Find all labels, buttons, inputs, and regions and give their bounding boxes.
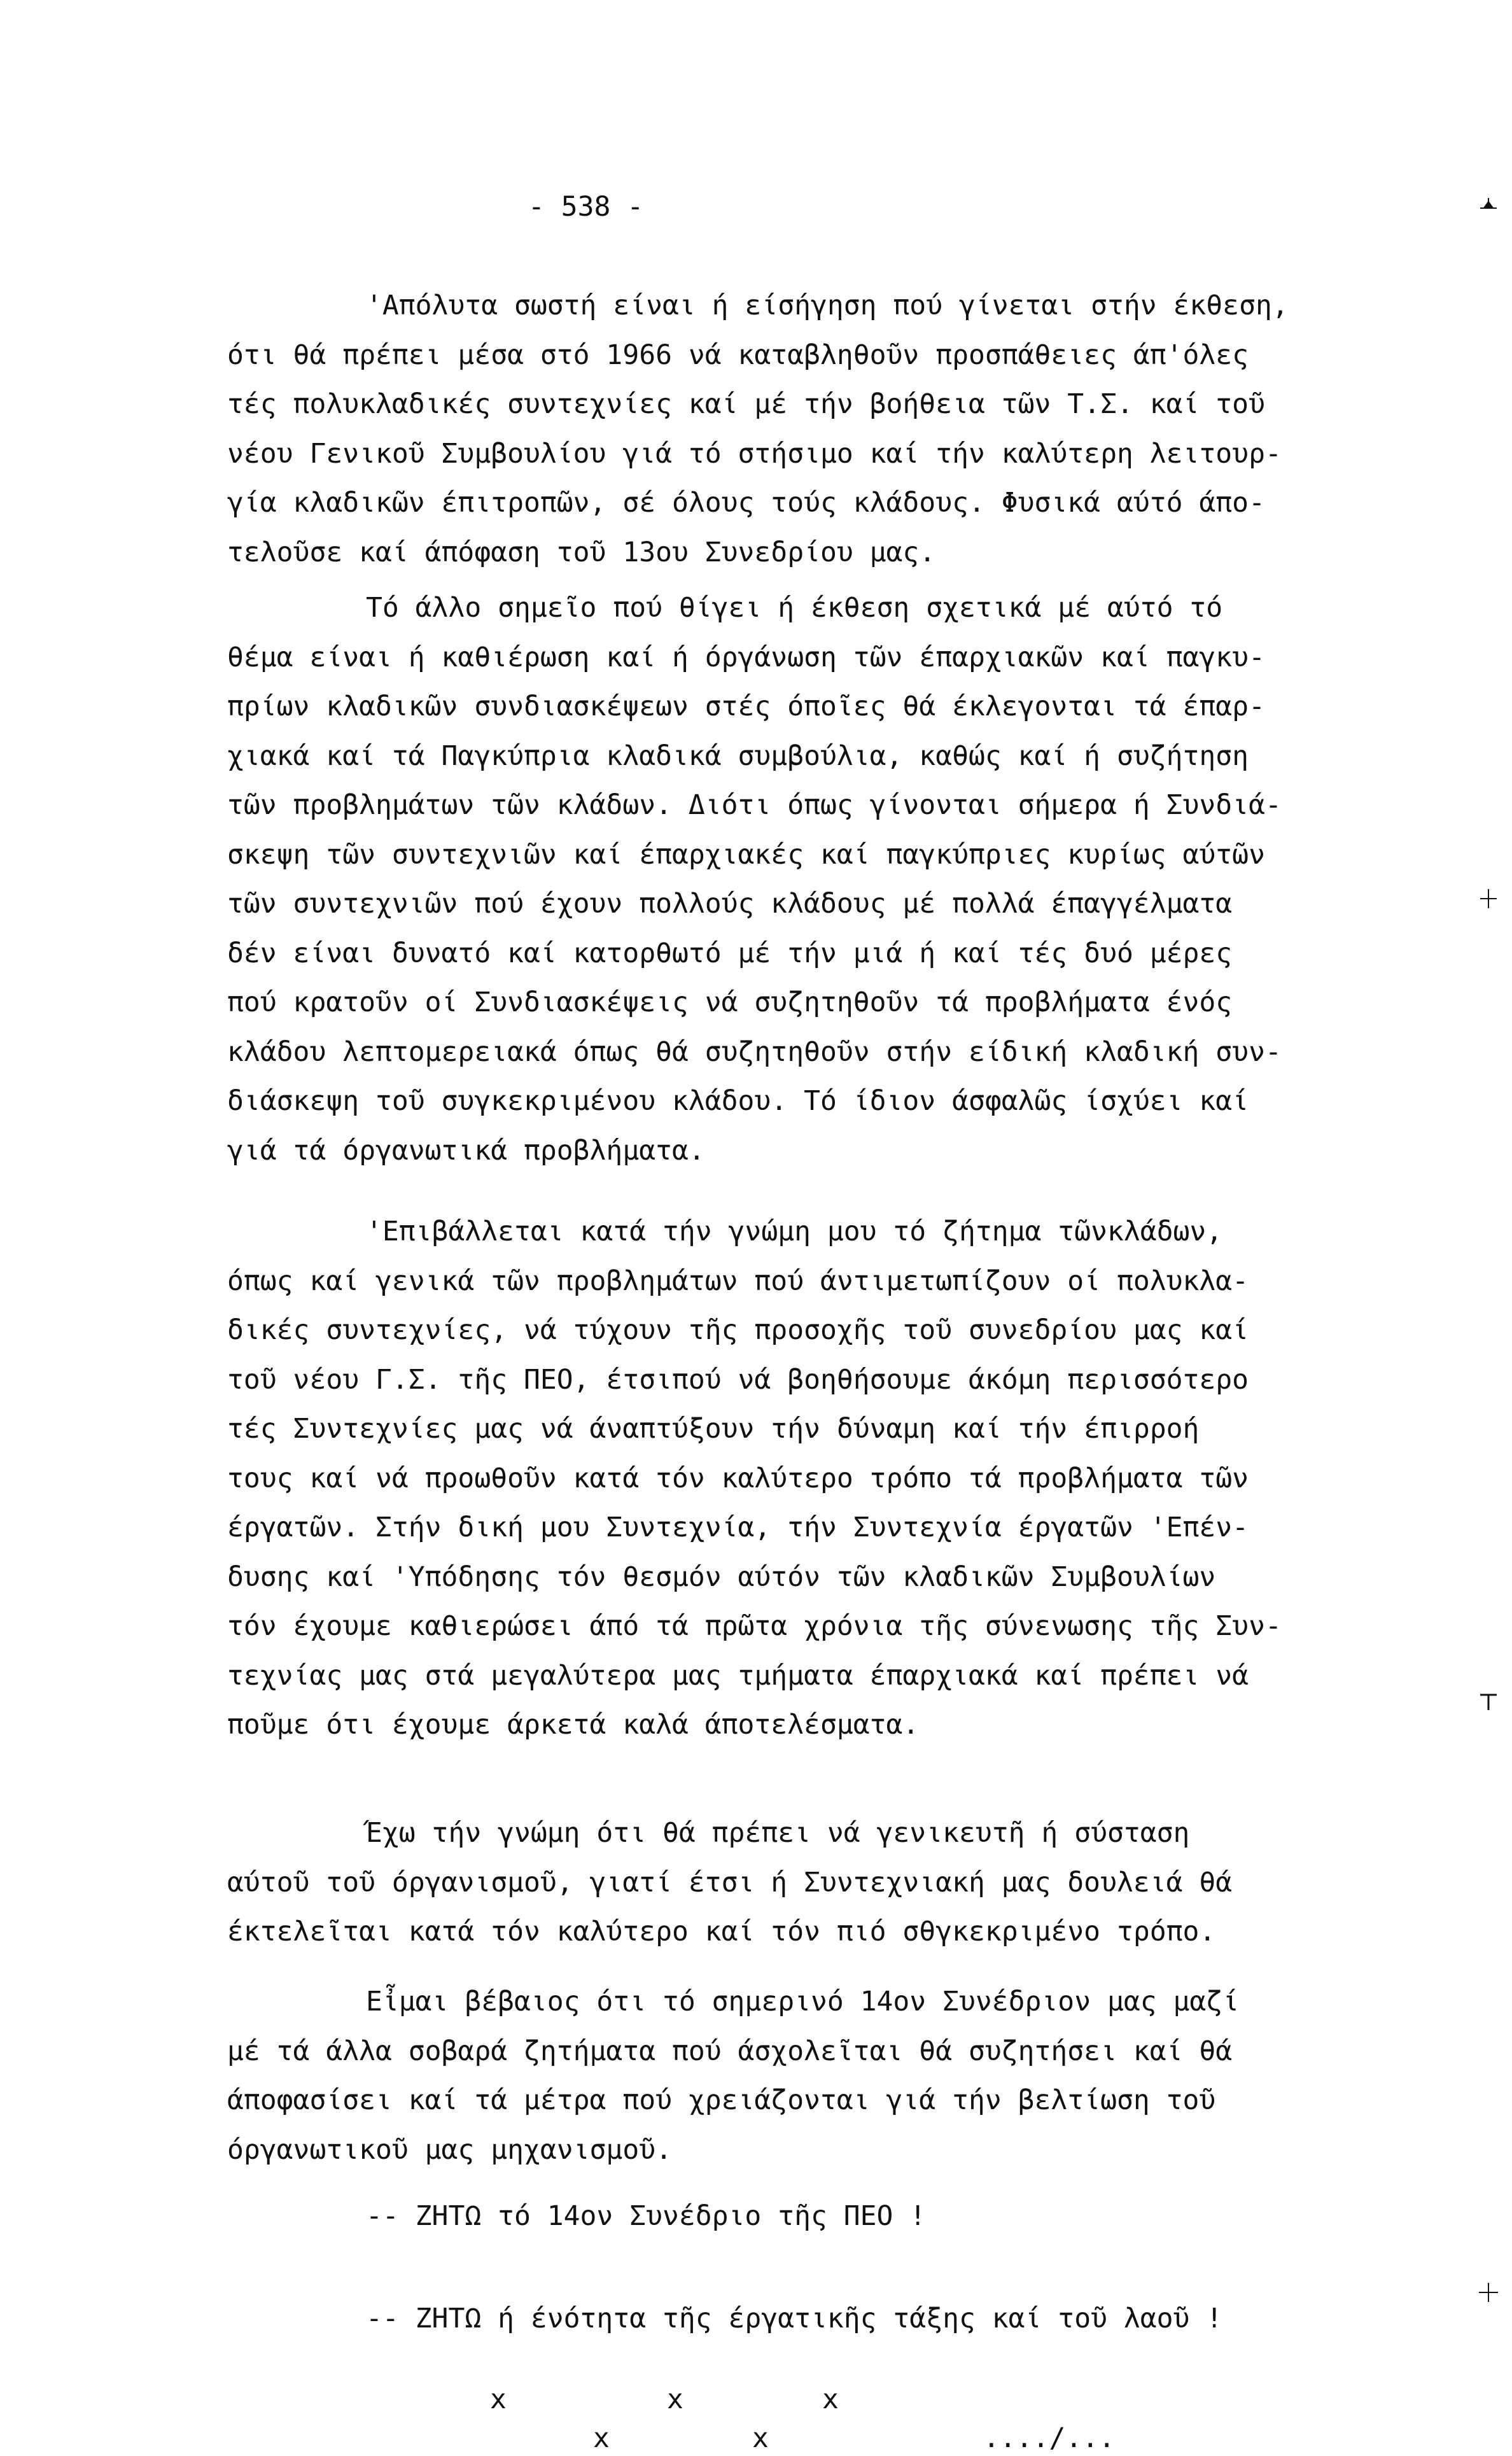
- footer-mark: x: [667, 2383, 683, 2415]
- paragraph-line: άποφασίσει καί τά μέτρα πού χρειάζονται γιά τήν βελτίωση τοῦ: [227, 2084, 1216, 2116]
- paragraph-line: μέ τά άλλα σοβαρά ζητήματα πού άσχολεῖται θά συζητήσει καί θά: [227, 2035, 1233, 2067]
- paragraph-line: γιά τά όργανωτικά προβλήματα.: [227, 1135, 705, 1167]
- paragraph-line: γία κλαδικῶν έπιτροπῶν, σέ όλους τούς κλάδους. Φυσικά αύτό άπο-: [227, 487, 1265, 519]
- paragraph-line: όργανωτικοῦ μας μηχανισμοῦ.: [227, 2134, 672, 2166]
- paragraph-line: τῶν συντεχνιῶν πού έχουν πολλούς κλάδους μέ πολλά έπαγγέλματα: [227, 888, 1233, 920]
- paragraph-line: ποῦμε ότι έχουμε άρκετά καλά άποτελέσματα.: [227, 1709, 920, 1741]
- paragraph-line: δέν είναι δυνατό καί κατορθωτό μέ τήν μιά ή καί τές δυό μέρες: [227, 937, 1233, 969]
- paragraph-line: θέμα είναι ή καθιέρωση καί ή όργάνωση τῶν έπαρχιακῶν καί παγκυ-: [227, 642, 1265, 673]
- registration-mark-icon: [1478, 194, 1499, 216]
- paragraph-first-line: 'Επιβάλλεται κατά τήν γνώμη μου τό ζήτημα τῶνκλάδων,: [366, 1216, 1223, 1247]
- slogan-2: -- ΖΗΤΩ ή ένότητα τῆς έργατικῆς τάξης καί τοῦ λαοῦ !: [366, 2303, 1223, 2334]
- footer-mark: x: [752, 2422, 769, 2454]
- paragraph-line: τόν έχουμε καθιερώσει άπό τά πρῶτα χρόνια τῆς σύνενωσης τῆς Συν-: [227, 1610, 1282, 1642]
- paragraph-line: πού κρατοῦν οί Συνδιασκέψεις νά συζητηθοῦν τά προβλήματα ένός: [227, 986, 1233, 1018]
- footer-mark: x: [490, 2383, 507, 2415]
- registration-mark-icon: [1478, 888, 1499, 909]
- paragraph-line: αύτοῦ τοῦ όργανισμοῦ, γιατί έτσι ή Συντεχνιακή μας δουλειά θά: [227, 1867, 1233, 1898]
- paragraph-first-line: 'Απόλυτα σωστή είναι ή είσήγηση πού γίνεται στήν έκθεση,: [366, 290, 1289, 321]
- paragraph-line: διάσκεψη τοῦ συγκεκριμένου κλάδου. Τό ίδιον άσφαλῶς ίσχύει καί: [227, 1085, 1249, 1117]
- paragraph-line: τές πολυκλαδικές συντεχνίες καί μέ τήν βοήθεια τῶν Τ.Σ. καί τοῦ: [227, 388, 1265, 420]
- paragraph-line: έργατῶν. Στήν δική μου Συντεχνία, τήν Συντεχνία έργατῶν 'Επέν-: [227, 1512, 1249, 1543]
- registration-mark-icon: [1478, 1690, 1499, 1711]
- footer-mark: x: [593, 2422, 610, 2454]
- paragraph-line: πρίων κλαδικῶν συνδιασκέψεων στές όποῖες θά έκλεγονται τά έπαρ-: [227, 691, 1265, 722]
- paragraph-line: χιακά καί τά Παγκύπρια κλαδικά συμβούλια, καθώς καί ή συζήτηση: [227, 740, 1249, 772]
- paragraph-first-line: Έχω τήν γνώμη ότι θά πρέπει νά γενικευτῆ ή σύσταση: [366, 1817, 1190, 1849]
- registration-mark-icon: [1478, 2282, 1499, 2303]
- paragraph-first-line: Τό άλλο σημεῖο πού θίγει ή έκθεση σχετικά μέ αύτό τό: [366, 592, 1223, 624]
- paragraph-line: νέου Γενικοῦ Συμβουλίου γιά τό στήσιμο καί τήν καλύτερη λειτουρ-: [227, 438, 1282, 470]
- paragraph-line: σκεψη τῶν συντεχνιῶν καί έπαρχιακές καί παγκύπριες κυρίως αύτῶν: [227, 839, 1265, 871]
- paragraph-line: έκτελεῖται κατά τόν καλύτερο καί τόν πιό σθγκεκριμένο τρόπο.: [227, 1916, 1216, 1947]
- paragraph-line: ότι θά πρέπει μέσα στό 1966 νά καταβληθοῦν προσπάθειες άπ'όλες: [227, 339, 1249, 371]
- paragraph-line: τές Συντεχνίες μας νά άναπτύξουν τήν δύναμη καί τήν έπιρροή: [227, 1413, 1200, 1445]
- paragraph-line: όπως καί γενικά τῶν προβλημάτων πού άντιμετωπίζουν οί πολυκλα-: [227, 1265, 1249, 1297]
- paragraph-line: κλάδου λεπτομερειακά όπως θά συζητηθοῦν στήν είδική κλαδική συν-: [227, 1036, 1282, 1068]
- footer-mark: x: [822, 2383, 839, 2415]
- page-number: - 538 -: [528, 191, 644, 223]
- paragraph-line: τοῦ νέου Γ.Σ. τῆς ΠΕΟ, έτσιπού νά βοηθήσουμε άκόμη περισσότερο: [227, 1364, 1249, 1396]
- paragraph-first-line: Εἶμαι βέβαιος ότι τό σημερινό 14ον Συνέδριον μας μαζί: [366, 1986, 1240, 2017]
- paragraph-line: τους καί νά προωθοῦν κατά τόν καλύτερο τρόπο τά προβλήματα τῶν: [227, 1463, 1249, 1494]
- paragraph-line: τῶν προβλημάτων τῶν κλάδων. Διότι όπως γίνονται σήμερα ή Συνδιά-: [227, 789, 1282, 821]
- paragraph-line: δυσης καί 'Υπόδησης τόν θεσμόν αύτόν τῶν κλαδικῶν Συμβουλίων: [227, 1561, 1216, 1593]
- slogan-1: -- ΖΗΤΩ τό 14ον Συνέδριο τῆς ΠΕΟ !: [366, 2200, 927, 2232]
- continuation-mark: ..../...: [983, 2422, 1116, 2454]
- paragraph-line: τεχνίας μας στά μεγαλύτερα μας τμήματα έπαρχιακά καί πρέπει νά: [227, 1660, 1249, 1692]
- paragraph-line: τελοῦσε καί άπόφαση τοῦ 13ου Συνεδρίου μας.: [227, 537, 936, 568]
- paragraph-line: δικές συντεχνίες, νά τύχουν τῆς προσοχῆς τοῦ συνεδρίου μας καί: [227, 1314, 1249, 1346]
